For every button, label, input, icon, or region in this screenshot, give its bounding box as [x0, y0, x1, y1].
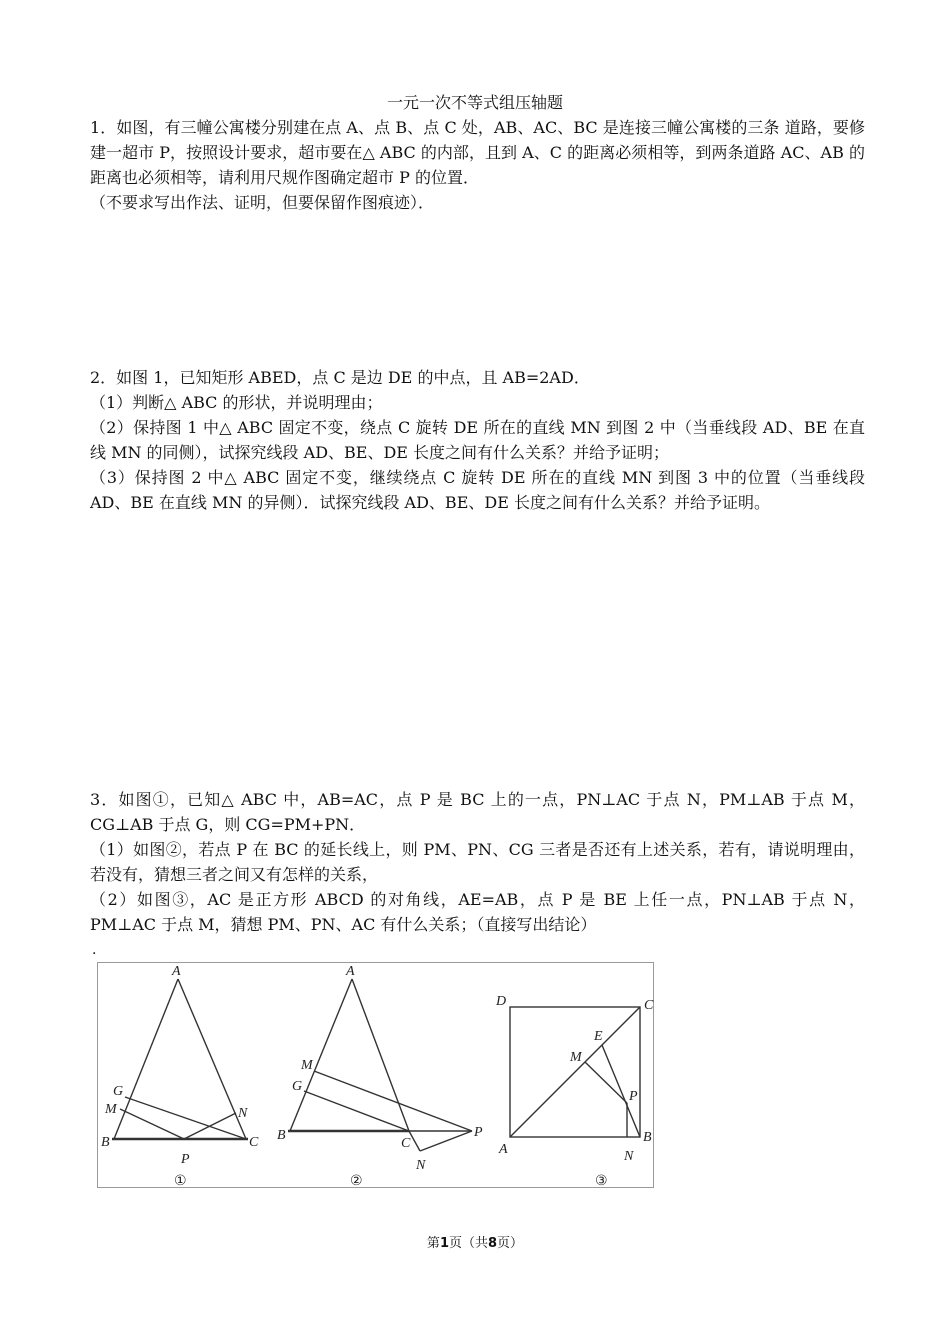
- fig1-label-b: B: [101, 1135, 110, 1150]
- question-2-part-1: （1）判断△ ABC 的形状，并说明理由；: [90, 393, 383, 412]
- fig3-label-a: A: [499, 1142, 508, 1157]
- fig1-label-c: C: [249, 1135, 259, 1150]
- fig3-label-e: E: [594, 1029, 603, 1044]
- fig3-label-p: P: [629, 1089, 638, 1104]
- fig2-label-g: G: [292, 1079, 303, 1094]
- footer-total-pages: 8: [488, 1236, 498, 1251]
- footer-prefix: 第: [426, 1236, 440, 1251]
- fig2-caption: ②: [350, 1173, 363, 1189]
- figure-3-labels: [495, 994, 654, 1189]
- footer-suffix: 页）: [497, 1236, 524, 1251]
- fig1-label-g: G: [113, 1084, 124, 1099]
- geometry-figures: [98, 963, 655, 1189]
- fig1-side-ab: [114, 979, 178, 1139]
- fig1-segment-pn: [184, 1113, 236, 1139]
- fig2-segment-pm: [314, 1071, 472, 1131]
- fig2-extension-an: [409, 1131, 420, 1151]
- fig3-diagonal-ac: [510, 1007, 640, 1137]
- question-1-note: （不要求写出作法、证明，但要保留作图痕迹）．: [90, 193, 435, 212]
- fig1-label-n: N: [238, 1106, 248, 1121]
- figures-panel: [97, 962, 654, 1188]
- fig3-segment-pm: [585, 1062, 627, 1103]
- question-2-part-2: （2）保持图 1 中△ ABC 固定不变，绕点 C 旋转 DE 所在的直线 MN 到图 2 中（当垂线段 AD、BE 在直线 MN 的同侧），试探究线段 AD、BE、DE 长度之间有什么关系？并给予证明；: [90, 418, 865, 462]
- footer-mid: 页（共: [448, 1236, 488, 1251]
- fig2-side-ac: [352, 979, 409, 1131]
- question-3: [90, 787, 865, 937]
- fig2-label-m: M: [301, 1058, 313, 1073]
- page-footer: [0, 1232, 950, 1251]
- fig3-label-d: D: [496, 994, 507, 1009]
- trailing-dot: .: [92, 942, 97, 958]
- figure-3: [510, 1007, 640, 1137]
- question-3-part-1: （1）如图②，若点 P 在 BC 的延长线上，则 PM、PN、CG 三者是否还有上述关系，若有，请说明理由，若没有，猜想三者之间又有怎样的关系，: [90, 840, 865, 884]
- fig3-caption: ③: [595, 1173, 608, 1189]
- footer-page-number: 1: [439, 1236, 449, 1251]
- question-2-stem: 2．如图 1，已知矩形 ABED，点 C 是边 DE 的中点，且 AB=2AD．: [90, 368, 590, 387]
- fig3-label-m: M: [570, 1050, 582, 1065]
- question-3-part-2: （2）如图③，AC 是正方形 ABCD 的对角线，AE=AB，点 P 是 BE 上任一点，PN⊥AB 于点 N，PM⊥AC 于点 M，猜想 PM、PN、AC 有什么关系；（直接写出结论）: [90, 890, 865, 934]
- fig2-label-n: N: [416, 1158, 426, 1173]
- fig2-label-c: C: [401, 1136, 411, 1151]
- question-2: [90, 365, 865, 515]
- figure-2-labels: [277, 964, 483, 1189]
- fig1-caption: ①: [174, 1173, 187, 1189]
- fig2-label-a: A: [346, 964, 355, 979]
- fig1-segment-cg: [125, 1097, 246, 1139]
- page-title: 一元一次不等式组压轴题: [386, 93, 563, 112]
- question-2-part-3: （3）保持图 2 中△ ABC 固定不变，继续绕点 C 旋转 DE 所在的直线 MN 到图 3 中的位置（当垂线段 AD、BE 在直线 MN 的异侧）．试探究线段 AD、BE、DE 长度之间有什么关系？并给予证明。: [90, 468, 865, 512]
- fig2-label-p: P: [474, 1125, 483, 1140]
- fig3-label-n: N: [624, 1149, 634, 1164]
- figure-1: [112, 979, 248, 1139]
- fig1-label-p: P: [181, 1152, 190, 1167]
- question-1: [90, 115, 865, 215]
- fig3-label-c: C: [644, 998, 654, 1013]
- question-1-stem: 1．如图，有三幢公寓楼分别建在点 A、点 B、点 C 处，AB、AC、BC 是连接三幢公寓楼的三条 道路，要修建一超市 P，按照设计要求，超市要在△ ABC 的内部，且到 A、C 的距离必须相等，到两条道路 AC、AB 的距离也必须相等，请利用尺规作图确定超市 P 的位置．: [90, 118, 865, 187]
- fig3-label-b: B: [643, 1130, 652, 1145]
- fig2-side-ab: [290, 979, 352, 1131]
- fig2-segment-pn: [420, 1131, 472, 1151]
- fig2-label-b: B: [277, 1128, 286, 1143]
- fig1-label-m: M: [105, 1102, 117, 1117]
- fig1-side-ac: [178, 979, 246, 1139]
- fig2-segment-cg: [304, 1091, 409, 1131]
- figure-1-labels: [101, 964, 259, 1189]
- question-3-stem: 3．如图①，已知△ ABC 中，AB=AC，点 P 是 BC 上的一点，PN⊥AC 于点 N，PM⊥AB 于点 M，CG⊥AB 于点 G，则 CG=PM+PN．: [90, 790, 865, 834]
- fig1-label-a: A: [172, 964, 181, 979]
- figure-2: [288, 979, 472, 1151]
